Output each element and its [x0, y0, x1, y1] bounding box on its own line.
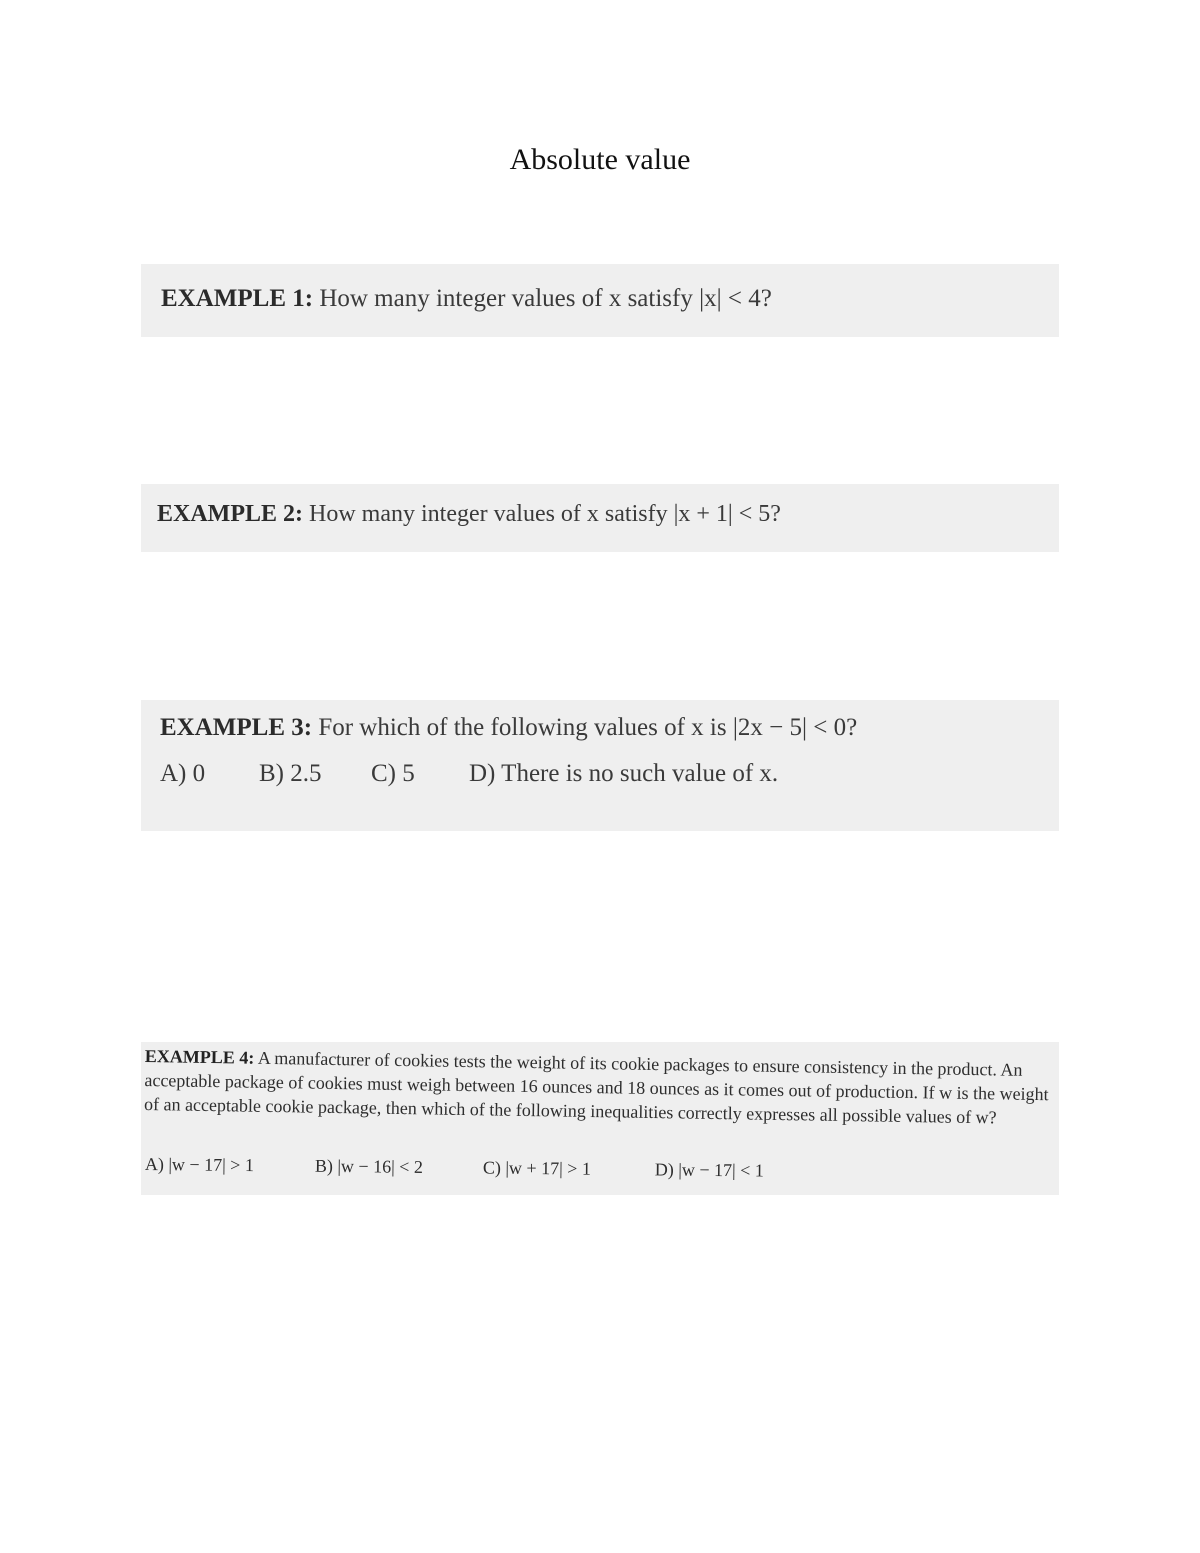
- example-3-choice-d: D) There is no such value of x.: [469, 760, 779, 787]
- example-3-box: [141, 700, 1059, 831]
- example-2-text: How many integer values of x satisfy |x + 1| < 5?: [309, 501, 781, 527]
- example-2-box: [141, 484, 1059, 552]
- example-1-text: How many integer values of x satisfy |x| < 4?: [319, 285, 772, 312]
- example-3-label: EXAMPLE 3:: [160, 714, 313, 741]
- example-3-choices: [160, 760, 778, 788]
- example-4-choices: [145, 1154, 764, 1181]
- example-1-question: [161, 285, 772, 313]
- example-3-choice-b: B) 2.5: [259, 760, 322, 787]
- example-4-choice-d: D) |w − 17| < 1: [654, 1159, 764, 1181]
- example-4-choice-a: A) |w − 17| > 1: [144, 1154, 255, 1176]
- example-4-label: EXAMPLE 4:: [144, 1045, 255, 1068]
- example-4-text: A manufacturer of cookies tests the weight of its cookie packages to ensure consistency in the product. An acceptable package of cookies must weigh between 16 ounces and 18 ounces as it comes out of production. If w is the weight of an acceptable cookie package, then which of the following inequalities correctly expresses all possible values of w?: [143, 1047, 1049, 1128]
- example-4-question: [144, 1044, 1051, 1130]
- example-4-box: [141, 1042, 1059, 1195]
- example-3-choice-c: C) 5: [371, 760, 415, 787]
- example-4-choice-c: C) |w + 17| > 1: [482, 1157, 591, 1179]
- example-2-label: EXAMPLE 2:: [157, 501, 303, 527]
- example-1-label: EXAMPLE 1:: [161, 285, 314, 312]
- example-4-choice-b: B) |w − 16| < 2: [314, 1155, 424, 1177]
- example-2-question: [157, 501, 781, 528]
- example-3-choice-a: A) 0: [160, 760, 206, 787]
- page-title: Absolute value: [509, 143, 691, 176]
- example-3-question: [160, 714, 857, 742]
- example-3-text: For which of the following values of x is |2x − 5| < 0?: [318, 714, 858, 741]
- example-1-box: [141, 264, 1059, 337]
